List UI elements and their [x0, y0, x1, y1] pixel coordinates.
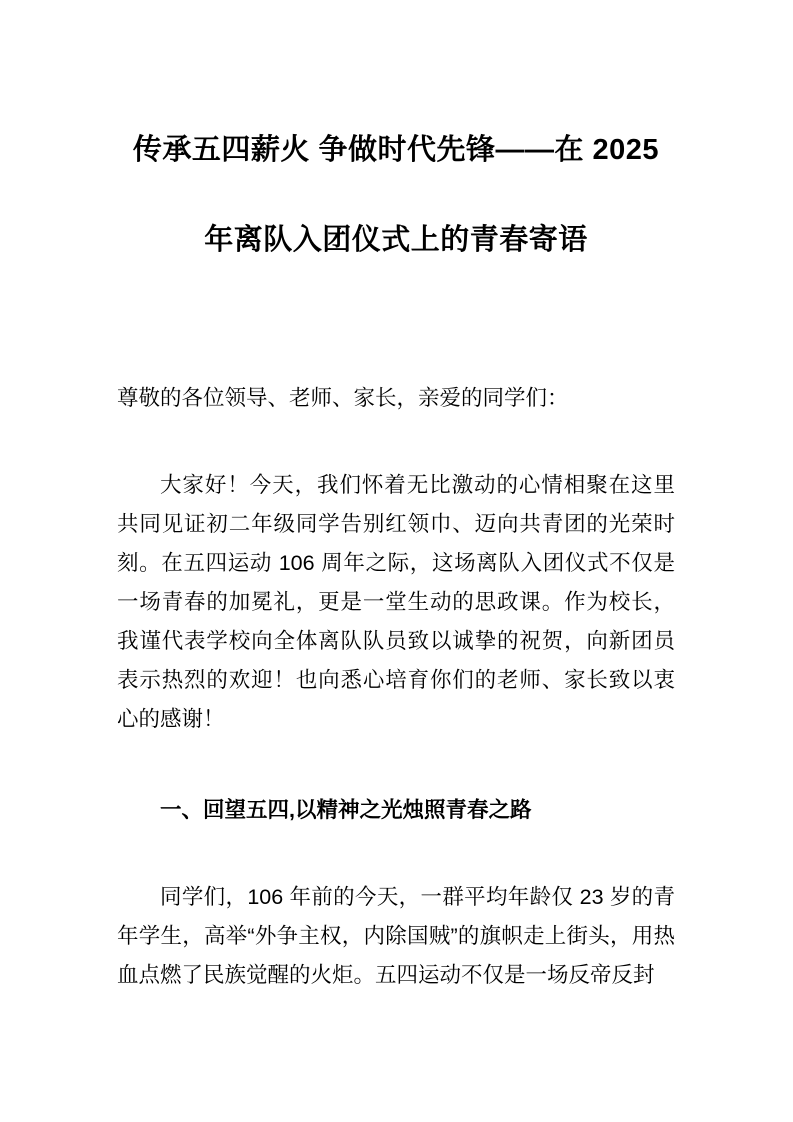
paragraph-opening: 大家好！今天，我们怀着无比激动的心情相聚在这里共同见证初二年级同学告别红领巾、迈向共青团的光荣时刻。在五四运动 106 周年之际，这场离队入团仪式不仅是一场青春的加冕礼，更是一堂生动的思政课。作为校长，我谨代表学校向全体离队队员致以诚挚的祝贺，向新团员表示热烈的欢迎！也向悉心培育你们的老师、家长致以衷心的感谢！ [117, 473, 675, 731]
section-heading-1: 一、回望五四,以精神之光烛照青春之路 [160, 798, 532, 822]
document-title: 传承五四薪火 争做时代先锋——在 2025 年离队入团仪式上的青春寄语 [132, 134, 660, 256]
paragraph-history: 同学们，106 年前的今天，一群平均年龄仅 23 岁的青年学生，高举“外争主权，内除国贼”的旗帜走上街头，用热血点燃了民族觉醒的火炬。五四运动不仅是一场反帝反封 [117, 885, 675, 987]
salutation-line: 尊敬的各位领导、老师、家长，亲爱的同学们： [117, 386, 569, 410]
